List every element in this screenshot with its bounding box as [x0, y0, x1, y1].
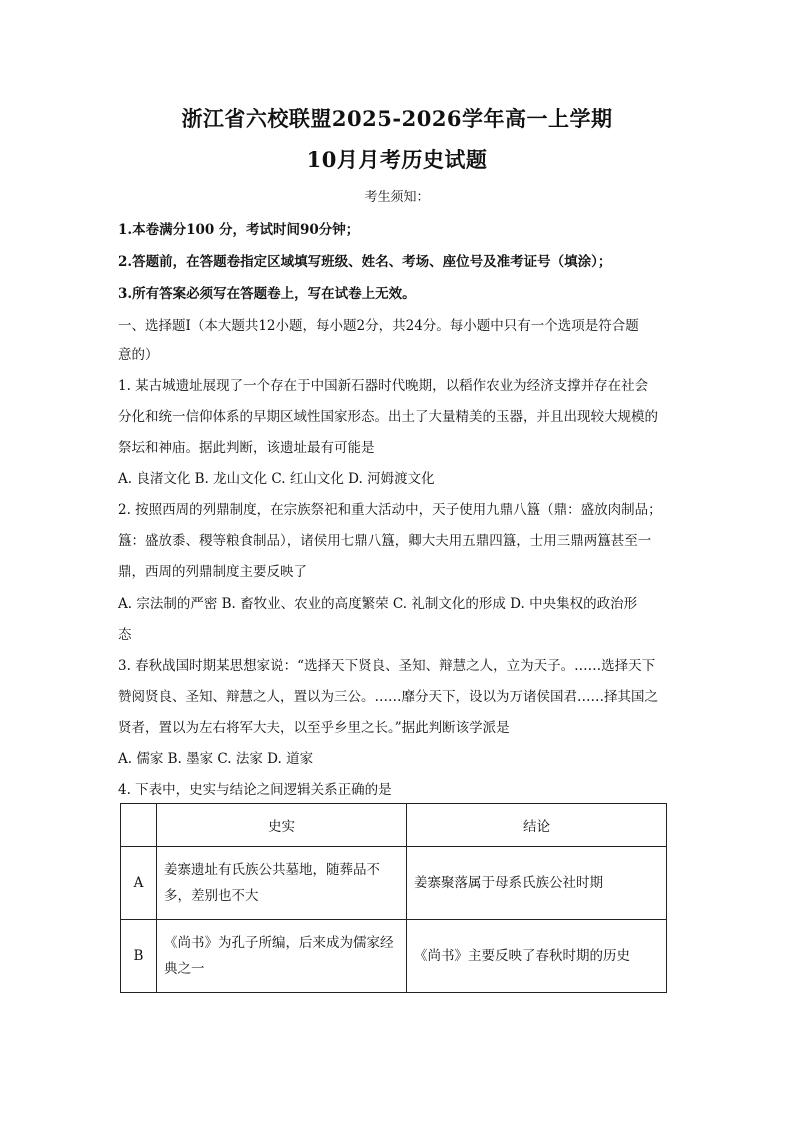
- section-heading: 一、选择题Ⅰ（本大题共12小题，每小题2分，共24分。每小题中只有一个选项是符合题: [118, 318, 639, 334]
- q3-stem-line: 贤者，置以为左右将军大夫，以至乎乡里之长。”据此判断该学派是: [118, 720, 510, 736]
- row-conclusion: 姜寨聚落属于母系氏族公社时期: [407, 847, 667, 920]
- table-header-row: [121, 804, 667, 847]
- q3-stem-line: 赞阅贤良、圣知、辩慧之人，置以为三公。……靡分天下，设以为万诸侯国君……择其国之: [118, 689, 658, 705]
- table-header-empty: [121, 804, 157, 847]
- table-row: [121, 920, 667, 993]
- q4-stem: 4. 下表中，史实与结论之间逻辑关系正确的是: [118, 782, 392, 798]
- notice-heading: 考生须知：: [364, 190, 430, 205]
- section-heading-cont: 意的）: [118, 347, 159, 363]
- row-fact: 姜寨遗址有氏族公共墓地，随葬品不多，差别也不大: [157, 847, 407, 920]
- q2-options-cont: 态: [118, 627, 132, 643]
- q1-stem-line: 分化和统一信仰体系的早期区域性国家形态。出土了大量精美的玉器，并且出现较大规模的: [118, 409, 658, 425]
- table-row: [121, 847, 667, 920]
- q2-stem-line: 鼎，西周的列鼎制度主要反映了: [118, 564, 307, 580]
- row-key: B: [121, 920, 157, 993]
- q2-stem-line: 2. 按照西周的列鼎制度，在宗族祭祀和重大活动中，天子使用九鼎八簋（鼎：盛放肉制品；: [118, 502, 662, 518]
- q3-stem-line: 3. 春秋战国时期某思想家说：“选择天下贤良、圣知、辩慧之人，立为天子。……选择天下: [118, 658, 656, 674]
- page-title: 浙江省六校联盟2025-2026学年高一上学期: [181, 106, 613, 131]
- row-conclusion: 《尚书》主要反映了春秋时期的历史: [407, 920, 667, 993]
- table-header-conclusion: 结论: [407, 804, 667, 847]
- row-key: A: [121, 847, 157, 920]
- q1-options: A. 良渚文化 B. 龙山文化 C. 红山文化 D. 河姆渡文化: [118, 471, 435, 487]
- q1-stem-line: 1. 某古城遗址展现了一个存在于中国新石器时代晚期，以稻作农业为经济支撑并存在社会: [118, 378, 649, 394]
- q3-options: A. 儒家 B. 墨家 C. 法家 D. 道家: [118, 751, 314, 767]
- rule-1: 1.本卷满分100 分，考试时间90分钟；: [118, 222, 360, 238]
- row-fact: 《尚书》为孔子所编，后来成为儒家经典之一: [157, 920, 407, 993]
- q1-stem-line: 祭坛和神庙。据此判断，该遗址最有可能是: [118, 440, 375, 456]
- q2-stem-line: 簋：盛放黍、稷等粮食制品），诸侯用七鼎八簋，卿大夫用五鼎四簋，士用三鼎两簋甚至一: [118, 533, 652, 549]
- page-subtitle: 10月月考历史试题: [306, 147, 488, 172]
- q4-table: [120, 803, 667, 993]
- rule-3: 3.所有答案必须写在答题卷上，写在试卷上无效。: [118, 286, 416, 302]
- q2-options: A. 宗法制的严密 B. 畜牧业、农业的高度繁荣 C. 礼制文化的形成 D. 中央集权的政治形: [118, 596, 638, 612]
- table-header-fact: 史实: [157, 804, 407, 847]
- rule-2: 2.答题前，在答题卷指定区域填写班级、姓名、考场、座位号及准考证号（填涂）；: [118, 254, 612, 270]
